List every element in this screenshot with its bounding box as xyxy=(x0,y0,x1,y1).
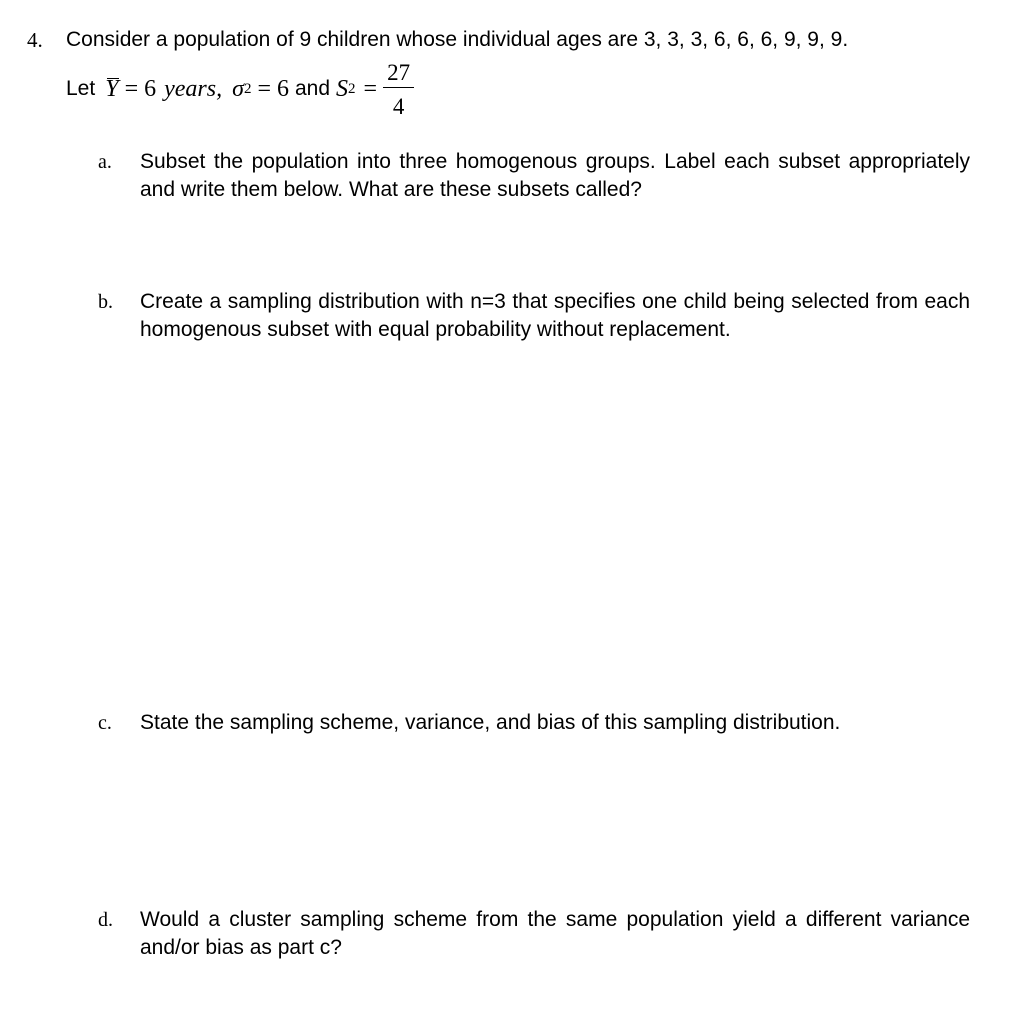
s-symbol: S xyxy=(336,75,349,102)
s-equals: = xyxy=(363,75,378,102)
part-d-label: d. xyxy=(98,909,113,931)
part-b-label: b. xyxy=(98,291,113,313)
sigma-value: = 6 xyxy=(257,75,289,102)
part-c xyxy=(98,709,970,737)
fraction-denominator: 4 xyxy=(392,93,405,119)
question-stem: Consider a population of 9 children whose individual ages are 3, 3, 3, 6, 6, 6, 9, 9, 9. xyxy=(66,28,849,51)
part-c-label: c. xyxy=(98,712,112,734)
part-c-text: State the sampling scheme, variance, and bias of this sampling distribution. xyxy=(140,711,841,734)
part-d xyxy=(98,906,970,962)
part-a-text: Subset the population into three homogenous groups. Label each subset appropriately and write them below. What are these subsets called? xyxy=(140,150,970,201)
s-fraction xyxy=(383,59,414,119)
ybar-symbol: Y xyxy=(105,75,119,102)
fraction-numerator: 27 xyxy=(383,61,414,88)
part-b-text: Create a sampling distribution with n=3 that specifies one child being selected from each homogenous subset with equal probability without replacement. xyxy=(140,290,970,341)
and-word: and xyxy=(294,77,331,100)
question-number: 4. xyxy=(27,28,43,52)
part-a-label: a. xyxy=(98,151,112,173)
part-d-text: Would a cluster sampling scheme from the same population yield a different variance and/or bias as part c? xyxy=(140,908,970,959)
part-b xyxy=(98,288,970,344)
part-a xyxy=(98,148,970,204)
let-word: Let xyxy=(66,77,96,100)
ybar-value: = 6 xyxy=(124,75,157,102)
given-values: Let Y = 6 years, σ 2 = 6 and S 2 = $\frac{27}{4}$ xyxy=(66,74,414,104)
ybar-unit: years, xyxy=(164,75,223,102)
sigma-symbol: σ xyxy=(232,75,244,102)
